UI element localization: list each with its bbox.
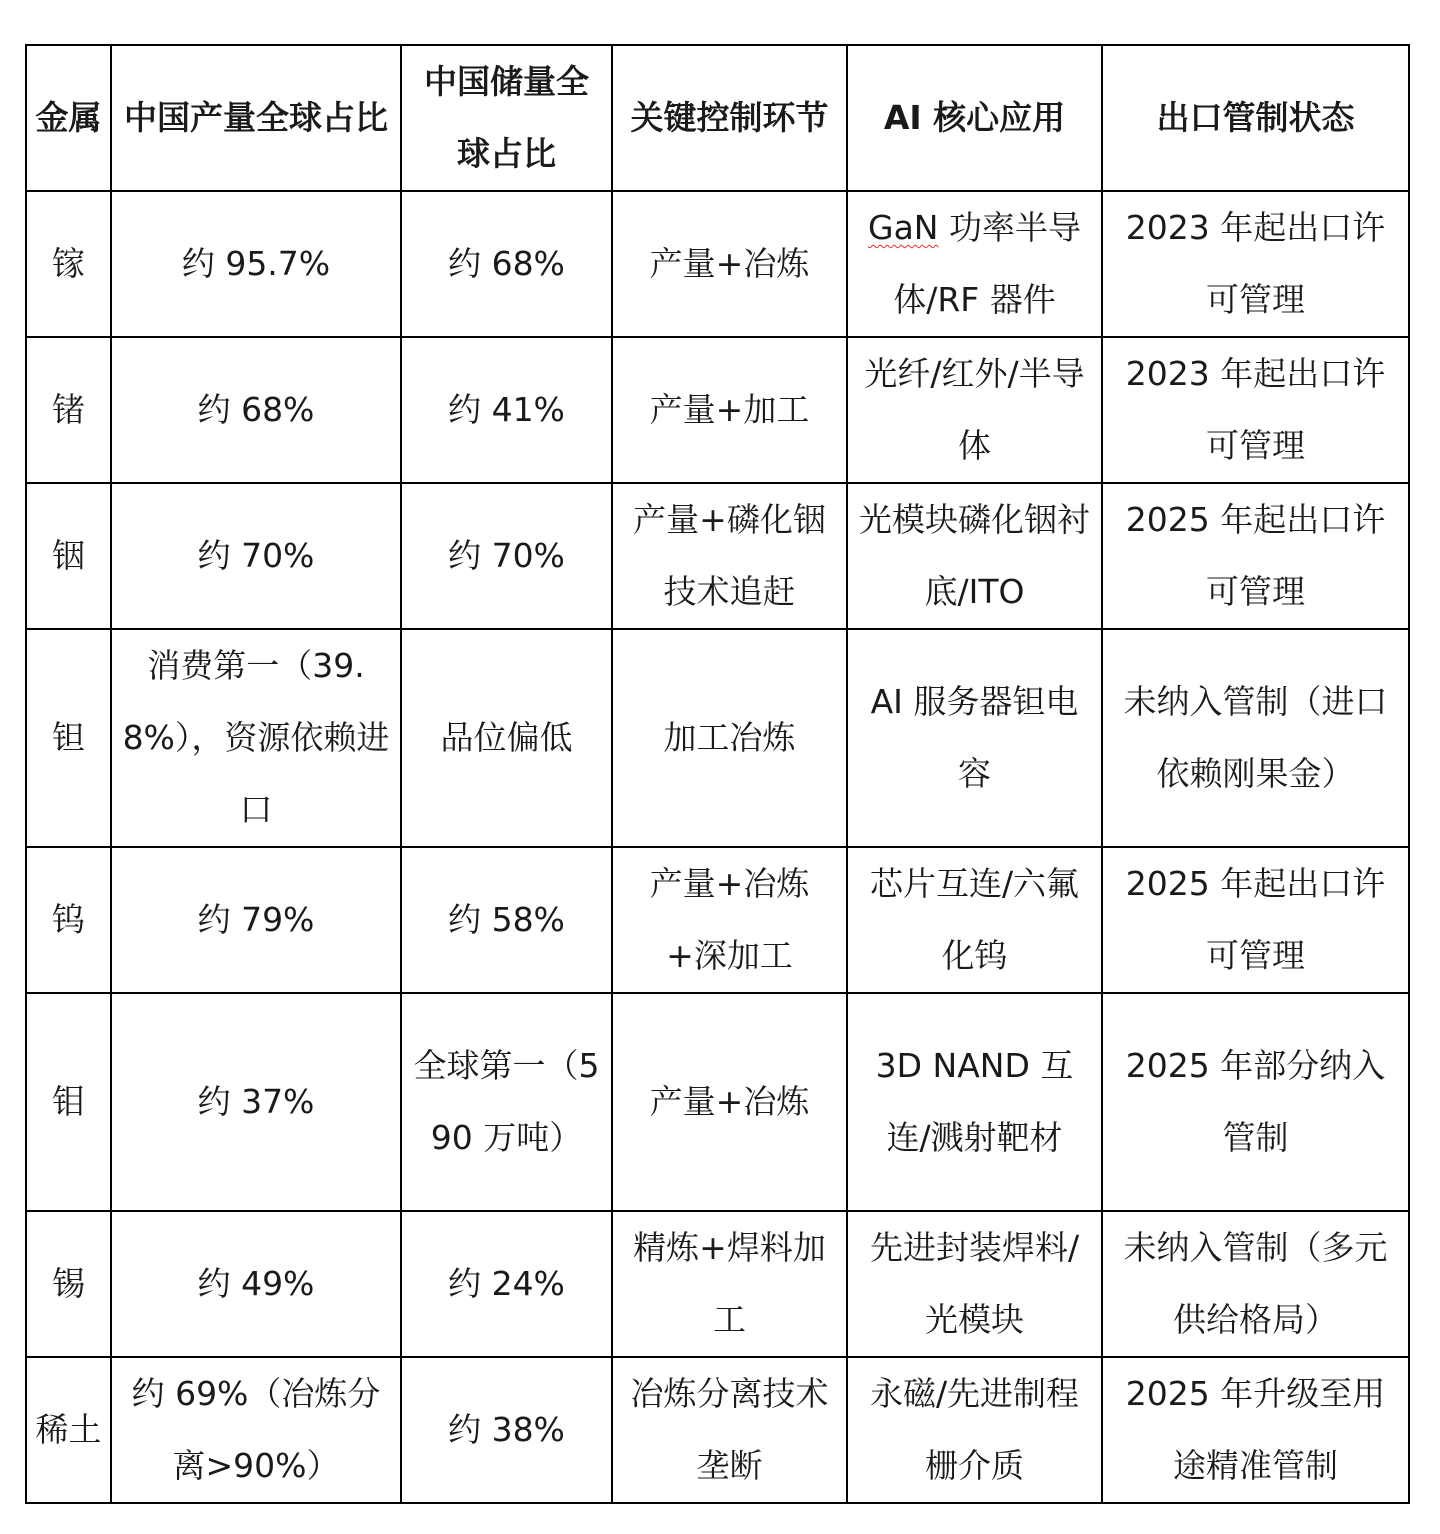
cell-key-control: 产量+磷化铟技术追赶 <box>612 483 847 629</box>
cell-metal: 钽 <box>26 629 111 847</box>
cell-export-status: 2025 年部分纳入管制 <box>1102 993 1409 1211</box>
cell-metal: 锡 <box>26 1211 111 1357</box>
table-row <box>26 191 1409 337</box>
cell-key-control: 产量+冶炼 <box>612 191 847 337</box>
cell-key-control: 产量+冶炼+深加工 <box>612 847 847 993</box>
cell-production-share: 约 37% <box>111 993 401 1211</box>
cell-production-share: 约 69%（冶炼分离>90%） <box>111 1357 401 1503</box>
header-key-control: 关键控制环节 <box>612 45 847 191</box>
cell-ai-application: 3D NAND 互连/溅射靶材 <box>847 993 1102 1211</box>
table-row <box>26 993 1409 1211</box>
cell-metal: 钼 <box>26 993 111 1211</box>
cell-reserves-share: 约 70% <box>401 483 612 629</box>
cell-export-status: 2025 年起出口许可管理 <box>1102 847 1409 993</box>
cell-export-status: 未纳入管制（进口依赖刚果金） <box>1102 629 1409 847</box>
cell-metal: 铟 <box>26 483 111 629</box>
metals-table <box>25 44 1410 1504</box>
cell-production-share: 约 68% <box>111 337 401 483</box>
cell-reserves-share: 约 58% <box>401 847 612 993</box>
header-reserves-share: 中国储量全球占比 <box>401 45 612 191</box>
cell-export-status: 2023 年起出口许可管理 <box>1102 337 1409 483</box>
cell-metal: 稀土 <box>26 1357 111 1503</box>
spellcheck-underlined-text: GaN <box>868 208 939 247</box>
cell-ai-application: GaN 功率半导体/RF 器件 <box>847 191 1102 337</box>
cell-export-status: 2025 年起出口许可管理 <box>1102 483 1409 629</box>
table-row <box>26 483 1409 629</box>
cell-production-share: 约 70% <box>111 483 401 629</box>
header-ai-application: AI 核心应用 <box>847 45 1102 191</box>
cell-production-share: 约 49% <box>111 1211 401 1357</box>
table-row <box>26 1211 1409 1357</box>
cell-ai-application: 芯片互连/六氟化钨 <box>847 847 1102 993</box>
cell-reserves-share: 全球第一（590 万吨） <box>401 993 612 1211</box>
cell-key-control: 冶炼分离技术垄断 <box>612 1357 847 1503</box>
cell-ai-application: 先进封装焊料/光模块 <box>847 1211 1102 1357</box>
header-row <box>26 45 1409 191</box>
cell-reserves-share: 约 68% <box>401 191 612 337</box>
table-row <box>26 1357 1409 1503</box>
header-metal: 金属 <box>26 45 111 191</box>
cell-reserves-share: 约 41% <box>401 337 612 483</box>
cell-reserves-share: 品位偏低 <box>401 629 612 847</box>
cell-key-control: 产量+加工 <box>612 337 847 483</box>
cell-key-control: 加工冶炼 <box>612 629 847 847</box>
cell-key-control: 精炼+焊料加工 <box>612 1211 847 1357</box>
cell-metal: 钨 <box>26 847 111 993</box>
cell-ai-application: 光模块磷化铟衬底/ITO <box>847 483 1102 629</box>
cell-key-control: 产量+冶炼 <box>612 993 847 1211</box>
cell-ai-application: AI 服务器钽电容 <box>847 629 1102 847</box>
cell-export-status: 2023 年起出口许可管理 <box>1102 191 1409 337</box>
cell-reserves-share: 约 38% <box>401 1357 612 1503</box>
cell-export-status: 未纳入管制（多元供给格局） <box>1102 1211 1409 1357</box>
cell-metal: 镓 <box>26 191 111 337</box>
table-row <box>26 629 1409 847</box>
cell-metal: 锗 <box>26 337 111 483</box>
cell-production-share: 消费第一（39.8%），资源依赖进口 <box>111 629 401 847</box>
cell-reserves-share: 约 24% <box>401 1211 612 1357</box>
cell-production-share: 约 95.7% <box>111 191 401 337</box>
cell-ai-application: 光纤/红外/半导体 <box>847 337 1102 483</box>
cell-production-share: 约 79% <box>111 847 401 993</box>
cell-export-status: 2025 年升级至用途精准管制 <box>1102 1357 1409 1503</box>
header-production-share: 中国产量全球占比 <box>111 45 401 191</box>
table-row <box>26 337 1409 483</box>
cell-ai-application: 永磁/先进制程栅介质 <box>847 1357 1102 1503</box>
table-row <box>26 847 1409 993</box>
header-export-status: 出口管制状态 <box>1102 45 1409 191</box>
